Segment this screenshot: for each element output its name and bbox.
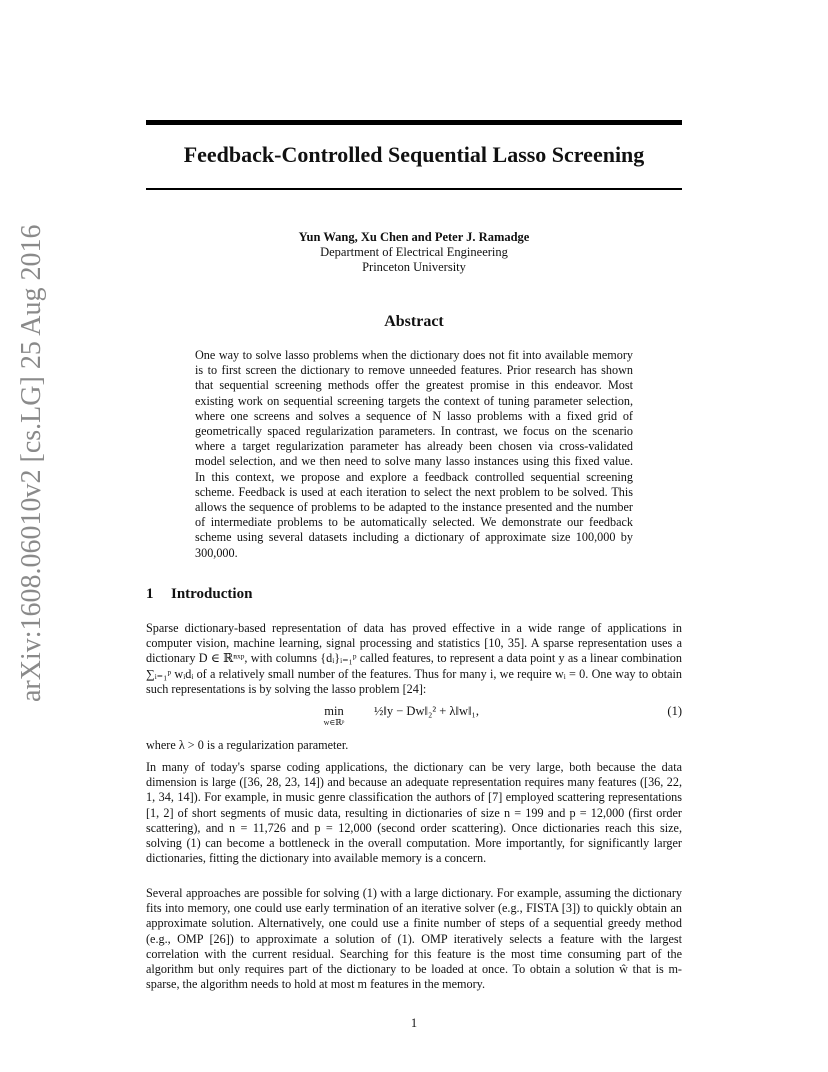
- title-rule-top: [146, 120, 682, 125]
- paragraph-3: In many of today's sparse coding applications, the dictionary can be very large, both because the data dimension is large ([36, 28, 23, 14]) and because an adequate representation requires many features ([36, 22, 1, 34, 14]). For example, in music genre classification the authors of [7] employed scattering representations [1, 2] of short segments of music data, resulting in dictionaries of size n = 199 and p = 12,000 (first order scattering), and n = 11,726 and p = 12,000 (second order scattering). Once dictionaries reach this size, solving (1) can become a bottleneck in the overall computation. More importantly, for significantly larger dictionaries, fitting the dictionary into available memory is a concern.: [146, 760, 682, 866]
- equation-number: (1): [667, 704, 682, 718]
- arxiv-stamp-text: arXiv:1608.06010v2 [cs.LG] 25 Aug 2016: [16, 224, 47, 702]
- author-department: Department of Electrical Engineering: [320, 245, 508, 259]
- author-university: Princeton University: [362, 260, 466, 274]
- paper-title: Feedback-Controlled Sequential Lasso Screening: [183, 142, 645, 167]
- page-number: 1: [410, 1016, 418, 1030]
- paragraph-4: Several approaches are possible for solving (1) with a large dictionary. For example, assuming the dictionary fits into memory, one could use early termination of an iterative solver (e.g., FISTA [3]) to quickly obtain an approximate solution. Alternatively, one could use a finite number of steps of a sequential greedy method (e.g., OMP [26]) to approximate a solution of (1). OMP iteratively selects a feature with the largest correlation with the current residual. Searching for this feature is the most time consuming part of the algorithm but only requires part of the dictionary to be loaded at once. To obtain a solution ŵ that is m-sparse, the algorithm needs to hold at most m features in the memory.: [146, 886, 682, 992]
- paragraph-1: Sparse dictionary-based representation of data has proved effective in a wide range of applications in computer vision, machine learning, signal processing and statistics [10, 35]. A sparse representation uses a dictionary D ∈ ℝⁿˣᵖ, with columns {dᵢ}ᵢ₌₁ᵖ called features, to represent a data point y as a linear combination ∑ᵢ₌₁ᵖ wᵢdᵢ of a relatively small number of the features. Thus for many i, we require wᵢ = 0. One way to obtain such representations is by solving the lasso problem [24]:: [146, 621, 682, 696]
- abstract-heading: Abstract: [384, 313, 444, 330]
- author-names: Yun Wang, Xu Chen and Peter J. Ramadge: [298, 230, 530, 244]
- title-rule-bottom: [146, 188, 682, 190]
- abstract-text: One way to solve lasso problems when the dictionary does not fit into available memory is to first screen the dictionary to remove unneeded features. Prior research has shown that sequential screening methods offer the greatest promise in this endeavor. Most existing work on sequential screening targets the context of tuning parameter selection, where one screens and solves a sequence of N lasso problems with a fixed grid of geometrically spaced regularization parameters. In contrast, we focus on the scenario where a target regularization parameter has already been chosen via cross-validated model selection, and we then need to solve many lasso instances using this fixed value. In this context, we propose and explore a feedback controlled sequential screening scheme. Feedback is used at each iteration to select the next problem to be solved. This allows the sequence of problems to be adapted to the instance presented and the number of intermediate problems to be automatically selected. We demonstrate our feedback scheme using several datasets including a dictionary of approximate size 100,000 by 300,000.: [195, 348, 633, 560]
- equation-min-subscript: w∈ℝᵖ: [323, 718, 345, 727]
- section-title: Introduction: [171, 586, 253, 602]
- author-block: [146, 230, 682, 275]
- equation-expression: ½‖y − Dw‖₂² + λ‖w‖₁,: [374, 704, 479, 718]
- section-number: 1: [146, 586, 154, 602]
- section-heading: [146, 586, 252, 603]
- equation-min: min w∈ℝᵖ: [314, 704, 354, 727]
- arxiv-stamp: [16, 224, 56, 702]
- paragraph-2: where λ > 0 is a regularization parameter.: [146, 738, 349, 752]
- equation-1: [146, 704, 682, 732]
